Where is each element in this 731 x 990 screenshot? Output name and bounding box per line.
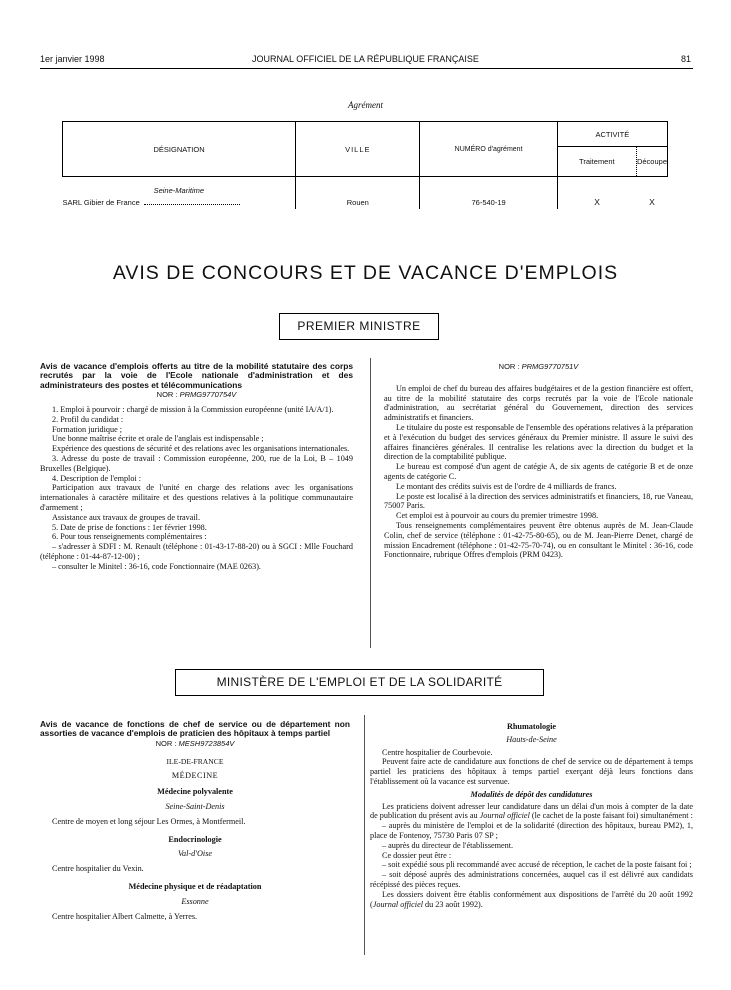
me-right-spec: Rhumatologie [506, 722, 557, 731]
me-left-title: Avis de vacance de fonctions de chef de service ou de département non assorties de vacance d'emplois de praticien des hôpitaux à temps partiel [40, 719, 350, 739]
pm-left-line: Expérience des questions de sécurité et des relations avec les organisations internationales. [52, 444, 350, 454]
col-activite: ACTIVITÉ [557, 122, 667, 147]
column-separator [370, 358, 371, 648]
pm-left-column [40, 362, 353, 572]
pm-left-line: Participation aux travaux de l'unité en charge des relations avec les organisations internationales à caractère militaire et des questions relatives à la politique communautaire d'armement ; [40, 483, 353, 512]
me-section: MÉDECINE [171, 771, 219, 781]
me-spec-name: Médecine physique et de réadaptation [128, 881, 262, 891]
col-designation: DÉSIGNATION [63, 122, 296, 177]
pm-left-line: 6. Pour tous renseignements complémentaires : [52, 532, 207, 542]
me-spec-text: Centre hospitalier du Vexin. [52, 864, 144, 874]
pm-left-title: Avis de vacance d'emplois offerts au titre de la mobilité statutaire des corps recrutés par la voie de l'Ecole nationale d'administration et des administrateurs des postes et télécommunications [40, 361, 353, 390]
pm-right-column [384, 362, 693, 560]
col-decoupe: Découpe [636, 147, 667, 177]
row-ville: Rouen [296, 195, 420, 209]
me-right-intro: Peuvent faire acte de candidature aux fonctions de chef de service ou de département à temps partiel les praticiens des hôpitaux à temps partiel exerçant déjà leurs fonctions dans l'établissement où la vacance est survenue. [370, 757, 693, 786]
pm-left-line: 2. Profil du candidat : [52, 414, 124, 424]
me-right-m4: Ce dossier peut être : [382, 850, 452, 860]
pm-left-line: 5. Date de prise de fonctions : 1er février 1998. [52, 522, 207, 532]
header-date: 1er janvier 1998 [40, 54, 105, 64]
col-numero: NUMÉRO d'agrément [420, 122, 557, 177]
me-right-column [370, 722, 693, 909]
col-traitement: Traitement [557, 147, 636, 177]
me-right-modalites: Modalités de dépôt des candidatures [470, 789, 593, 799]
pm-right-nor: NOR : PRMG9770751V [498, 362, 579, 371]
pm-left-line: Assistance aux travaux de groupes de travail. [52, 512, 201, 522]
me-spec-dept: Seine-Saint-Denis [165, 802, 225, 811]
pm-left-line: Formation juridique ; [52, 424, 123, 434]
me-region: ILE-DE-FRANCE [166, 756, 224, 766]
me-right-m3: – auprès du directeur de l'établissement. [382, 840, 514, 850]
header-rule [40, 68, 693, 69]
me-spec-text: Centre hospitalier Albert Calmette, à Yerres. [52, 911, 198, 921]
agrement-title: Agrément [348, 100, 383, 110]
me-right-dept: Hauts-de-Seine [506, 734, 557, 744]
me-right-centre: Centre hospitalier de Courbevoie. [382, 747, 493, 757]
me-spec-name: Endocrinologie [168, 834, 222, 844]
pm-right-para: Cet emploi est à pourvoir au cours du premier trimestre 1998. [396, 511, 599, 521]
pm-left-line: 1. Emploi à pourvoir : chargé de mission à la Commission européenne (unité IA/A/1). [52, 405, 334, 415]
me-left-column [40, 720, 350, 921]
pm-left-nor: NOR : PRMG9770754V [156, 390, 237, 400]
pm-right-para: Le titulaire du poste est responsable de l'ensemble des opérations relatives à la préparation et à l'exécution du budget des services généraux du Premier ministre. Il assure le suivi des affaires financières générales. Il centralise les relations avec la direction du budget et la direction de la comptabilité publique. [384, 422, 693, 462]
row-traitement: X [557, 195, 636, 209]
pm-right-para: Le poste est localisé à la direction des services administratifs et financiers, 18, rue Vaneau, 75007 Paris. [384, 491, 693, 511]
pm-right-para: Tous renseignements complémentaires peuvent être obtenus auprès de M. Jean-Claude Colin, chef de service (téléphone : 01-42-75-80-65), ou de M. Jean-Pierre Denet, chargé de mission Encadrement (téléphone : 01-42-75-70-74), ou en consultant le Minitel : 36-16, code Fonctionnaire, rubrique Offres d'emplois (PRM 0423). [384, 520, 693, 560]
me-spec-dept: Val-d'Oise [177, 849, 213, 859]
row-designation-label: SARL Gibier de France [62, 197, 140, 207]
row-decoupe: X [649, 197, 655, 207]
row-designation [63, 195, 296, 209]
me-right-m2: – auprès du ministère de l'emploi et de la solidarité (direction des hôpitaux, bureau PM2), 1, place de Fontenoy, 75730 Paris 07 SP ; [370, 821, 693, 840]
me-spec-name: Médecine polyvalente [157, 787, 233, 797]
me-spec-dept: Essonne [181, 896, 209, 906]
col-ville: VILLE [296, 122, 420, 177]
me-right-m1: Les praticiens doivent adresser leur candidature dans un délai d'un mois à compter de la date de publication du présent avis au Journal officiel (le cachet de la poste faisant foi) simultanément : [370, 801, 693, 821]
me-right-m6: – soit déposé auprès des administrations concernées, auquel cas il est délivré aux candidats récépissé des pièces reçues. [370, 870, 693, 889]
pm-right-para: Le montant des crédits suivis est de l'ordre de 4 milliards de francs. [396, 481, 617, 491]
me-left-nor: NOR : MESH9723854V [155, 738, 235, 748]
pm-left-line: – s'adresser à SDFI : M. Renault (téléphone : 01-43-17-88-20) ou à SGCI : Mlle Fouchard (téléphone : 01-44-87-12-00) ; [40, 542, 353, 561]
header-page-number: 81 [680, 54, 691, 64]
pm-left-line: 3. Adresse du poste de travail : Commission européenne, 200, rue de la Loi, B – 1049 Bruxelles (Belgique). [40, 454, 353, 473]
section-box-ministere-emploi: MINISTÈRE DE L'EMPLOI ET DE LA SOLIDARITÉ [175, 669, 544, 696]
pm-left-line: – consulter le Minitel : 36-16, code Fonctionnaire (MAE 0263). [52, 561, 261, 571]
me-right-m7: Les dossiers doivent être établis conformément aux dispositions de l'arrêté du 20 août 1992 (Journal officiel du 23 août 1992). [370, 889, 693, 909]
pm-left-line: 4. Description de l'emploi : [52, 473, 142, 483]
row-numero: 76-540-19 [420, 195, 557, 209]
agrement-table [62, 121, 668, 209]
dot-leader [144, 204, 240, 205]
me-spec-text: Centre de moyen et long séjour Les Ormes, à Montfermeil. [52, 816, 246, 826]
pm-left-line: Une bonne maîtrise écrite et orale de l'anglais est indispensable ; [52, 434, 264, 444]
section-box-premier-ministre: PREMIER MINISTRE [279, 313, 439, 340]
region-seine-maritime: Seine-Maritime [153, 186, 205, 195]
column-separator [364, 715, 365, 955]
header-journal: JOURNAL OFFICIEL DE LA RÉPUBLIQUE FRANÇAISE [252, 54, 479, 64]
avis-title: AVIS DE CONCOURS ET DE VACANCE D'EMPLOIS [112, 262, 619, 284]
pm-right-para: Un emploi de chef du bureau des affaires budgétaires et de la gestion financière est offert, au titre de la mobilité statutaire des corps recrutés par la voie de l'Ecole nationale d'administration, au secrétariat général du Gouvernement, direction des services administratifs et financiers. [384, 383, 693, 423]
pm-right-para: Le bureau est composé d'un agent de catégie A, de six agents de catégorie B et de onze agents de catégorie C. [384, 462, 693, 481]
me-right-m5: – soit expédié sous pli recommandé avec accusé de réception, le cachet de la poste faisant foi ; [382, 860, 692, 870]
